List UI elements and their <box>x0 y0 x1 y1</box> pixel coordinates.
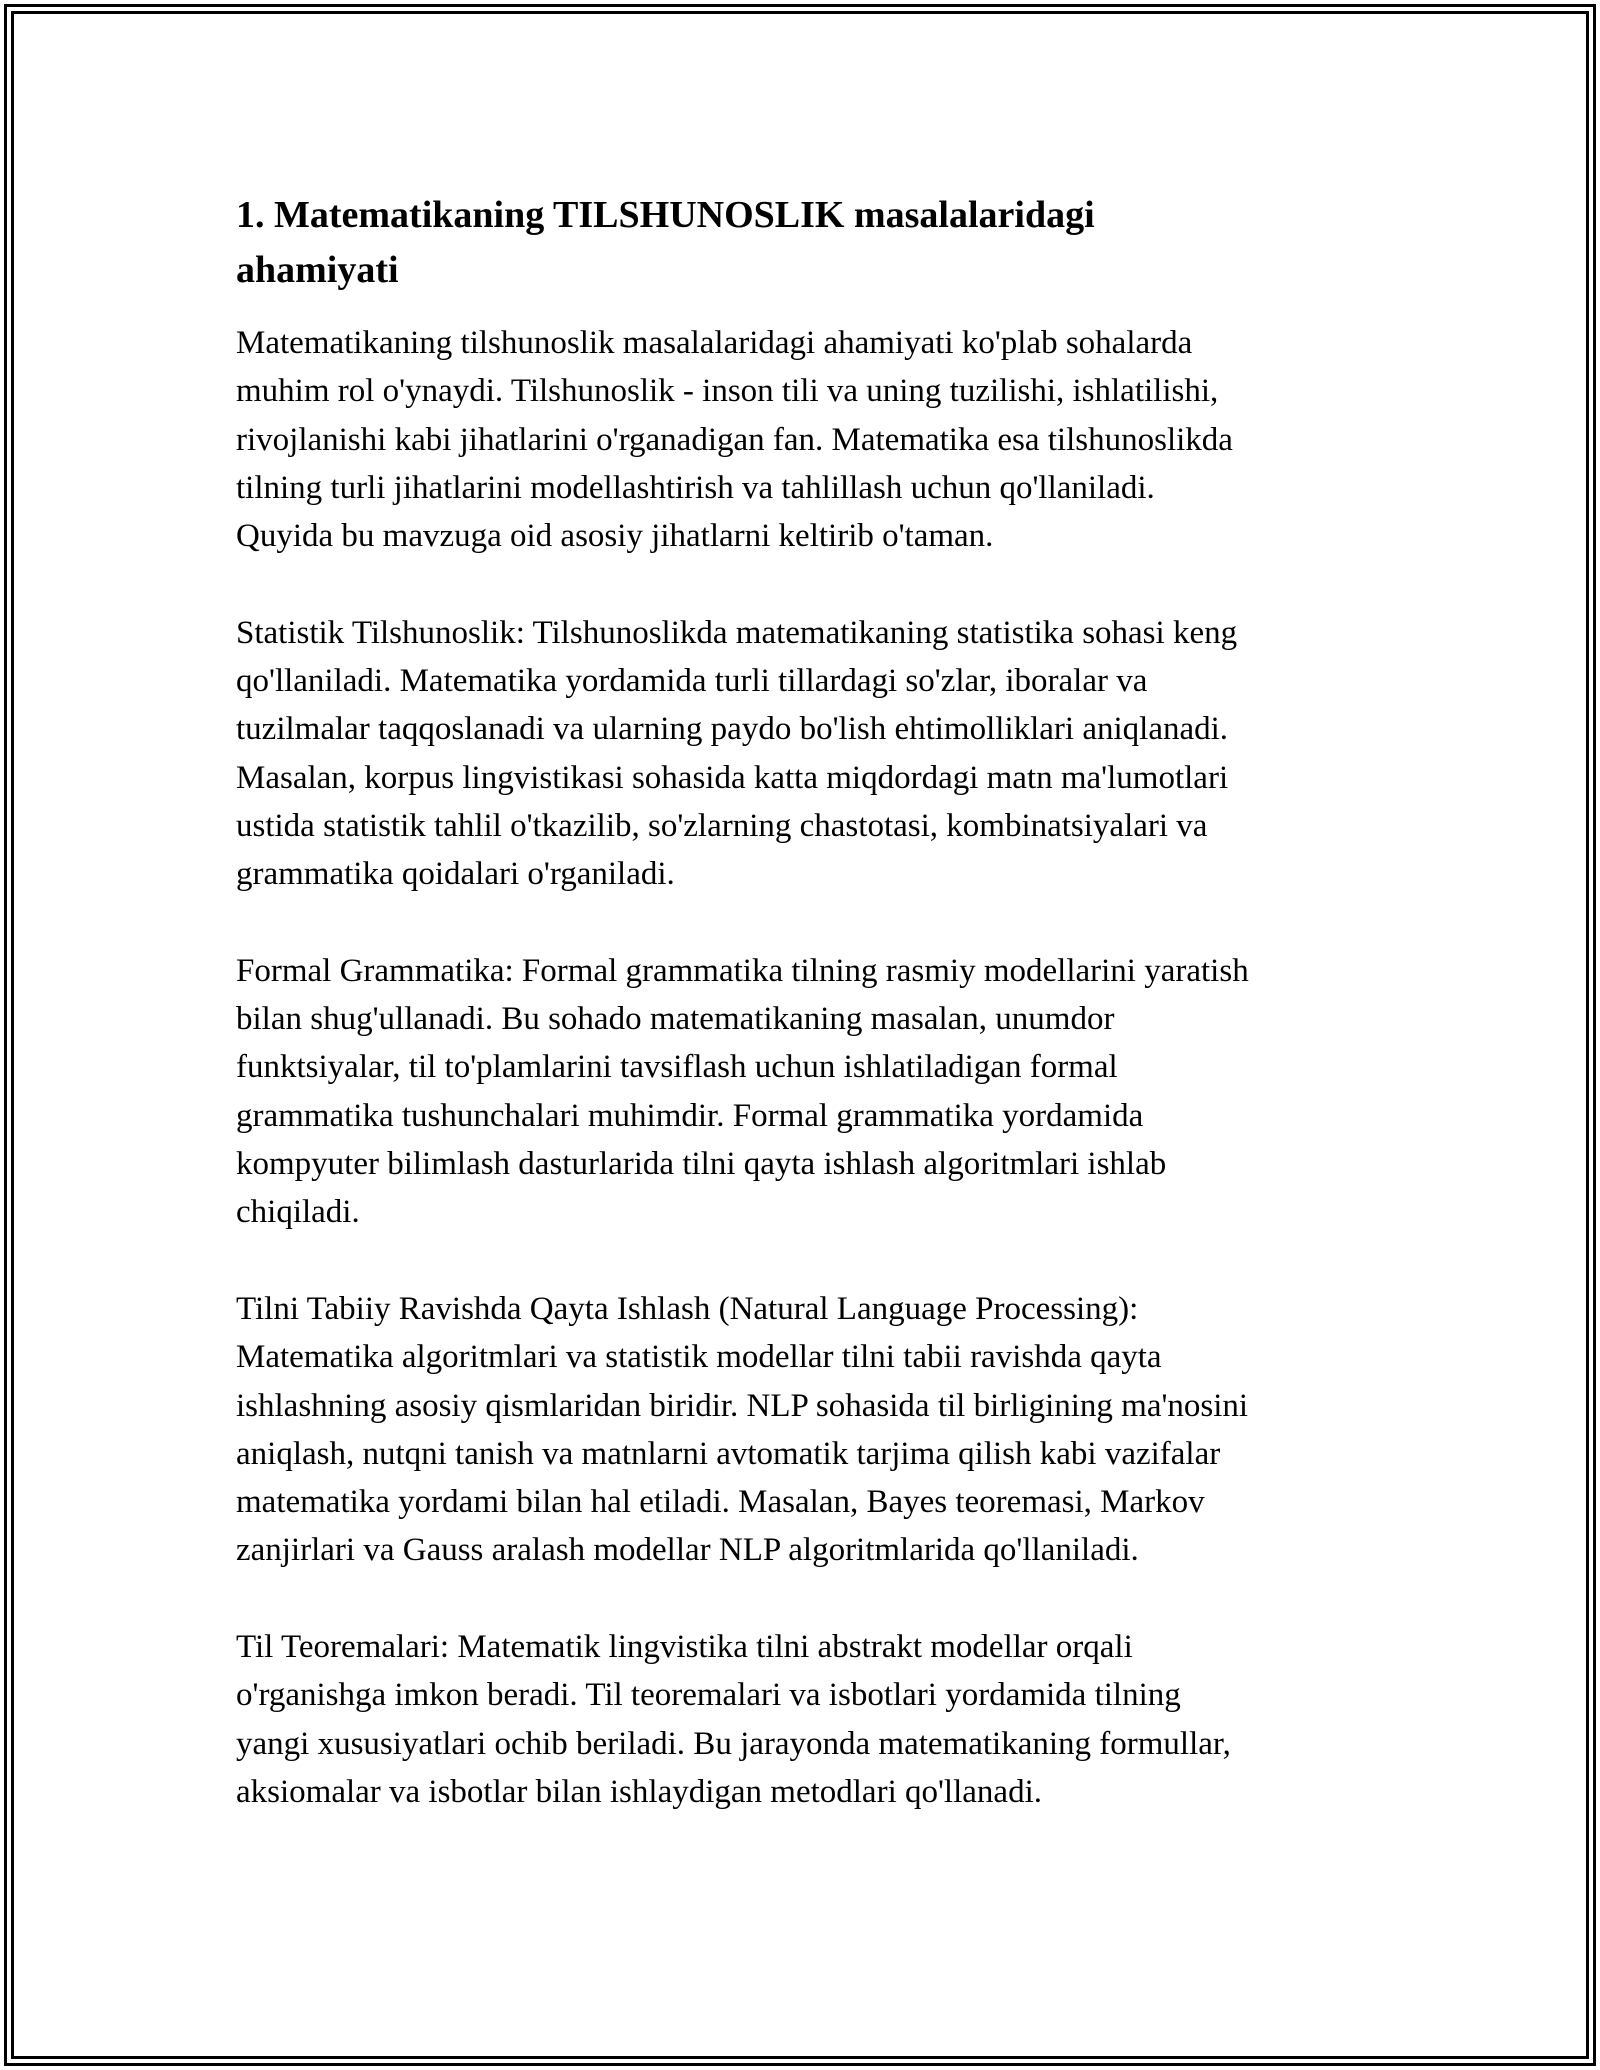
section-title: 1. Matematikaning TILSHUNOSLIK masalalaridagi ahamiyati <box>236 194 1095 291</box>
document-body <box>236 188 1406 1816</box>
paragraph-nlp: Tilni Tabiiy Ravishda Qayta Ishlash (Natural Language Processing): Matematika algoritmlari va statistik modellar tilni tabii ravishda qayta ishlashning asosiy qismlaridan biridir. NLP sohasida til birligining ma'nosini aniqlash, nutqni tanish va matnlarni avtomatik tarjima qilish kabi vazifalar matematika yordami bilan hal etiladi. Masalan, Bayes teoremasi, Markov zanjirlari va Gauss aralash modellar NLP algoritmlarida qo'llaniladi. <box>236 1290 1249 1569</box>
paragraph-formal-grammar: Formal Grammatika: Formal grammatika tilning rasmiy modellarini yaratish bilan shug'ullanadi. Bu sohado matematikaning masalan, unumdor funktsiyalar, til to'plamlarini tavsiflash uchun ishlatiladigan formal grammatika tushunchalari muhimdir. Formal grammatika yordamida kompyuter bilimlash dasturlarida tilni qayta ishlash algoritmlari ishlab chiqiladi. <box>236 952 1249 1231</box>
paragraph-statistical-linguistics: Statistik Tilshunoslik: Tilshunoslikda matematikaning statistika sohasi keng qo'llaniladi. Matematika yordamida turli tillardagi so'zlar, iboralar va tuzilmalar taqqoslanadi va ularning paydo bo'lish ehtimolliklari aniqlanadi. Masalan, korpus lingvistikasi sohasida katta miqdordagi matn ma'lumotlari ustida statistik tahlil o'tkazilib, so'zlarning chastotasi, kombinatsiyalari va grammatika qoidalari o'rganiladi. <box>236 614 1238 893</box>
paragraph-language-theorems: Til Teoremalari: Matematik lingvistika tilni abstrakt modellar orqali o'rganishga imkon beradi. Til teoremalari va isbotlari yordamida tilning yangi xususiyatlari ochib beriladi. Bu jarayonda matematikaning formullar, aksiomalar va isbotlar bilan ishlaydigan metodlari qo'llanadi. <box>236 1629 1231 1810</box>
paragraph-intro: Matematikaning tilshunoslik masalalaridagi ahamiyati ko'plab sohalarda muhim rol o'ynaydi. Tilshunoslik - inson tili va uning tuzilishi, ishlatilishi, rivojlanishi kabi jihatlarini o'rganadigan fan. Matematika esa tilshunoslikda tilning turli jihatlarini modellashtirish va tahlillash uchun qo'llaniladi. Quyida bu mavzuga oid asosiy jihatlarni keltirib o'taman. <box>236 325 1233 555</box>
